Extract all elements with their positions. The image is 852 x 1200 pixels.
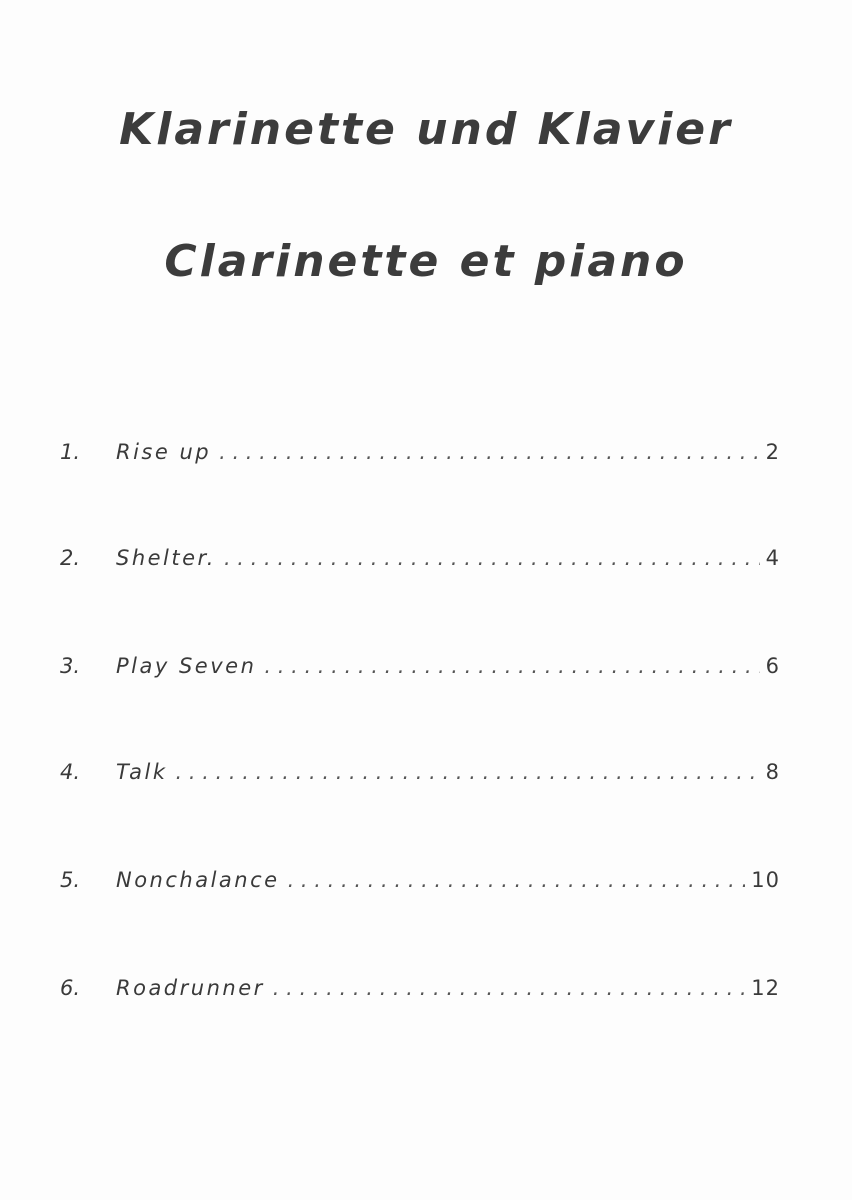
title-german: Klarinette und Klavier xyxy=(119,104,733,155)
toc-title: Play Seven xyxy=(116,654,257,678)
title-french: Clarinette et piano xyxy=(164,236,688,287)
dot-leader xyxy=(219,440,760,464)
toc-title: Shelter. xyxy=(116,546,216,570)
toc-title: Rise up xyxy=(116,440,212,464)
toc-title: Roadrunner xyxy=(116,976,265,1000)
toc-title: Nonchalance xyxy=(116,868,280,892)
toc-number: 5. xyxy=(60,868,81,892)
toc-number: 4. xyxy=(60,760,81,784)
toc-page-number: 12 xyxy=(751,976,780,1000)
toc-number: 2. xyxy=(60,546,81,570)
dot-leader xyxy=(176,760,760,784)
toc-page-number: 6 xyxy=(765,654,780,678)
toc-entry-roadrunner xyxy=(60,976,780,1010)
toc-page-number: 8 xyxy=(765,760,780,784)
toc-entry-nonchalance xyxy=(60,868,780,902)
toc-entry-play-seven xyxy=(60,654,780,688)
toc-entry-shelter xyxy=(60,546,780,580)
dot-leader xyxy=(273,976,746,1000)
toc-number: 1. xyxy=(60,440,81,464)
dot-leader xyxy=(288,868,746,892)
toc-entry-talk xyxy=(60,760,780,794)
toc-page-number: 2 xyxy=(765,440,780,464)
toc-entry-rise-up xyxy=(60,440,780,474)
toc-number: 6. xyxy=(60,976,81,1000)
toc-title: Talk xyxy=(116,760,168,784)
toc-number: 3. xyxy=(60,654,81,678)
toc-page-number: 4 xyxy=(765,546,780,570)
dot-leader xyxy=(224,546,760,570)
toc-page-number: 10 xyxy=(751,868,780,892)
dot-leader xyxy=(264,654,759,678)
